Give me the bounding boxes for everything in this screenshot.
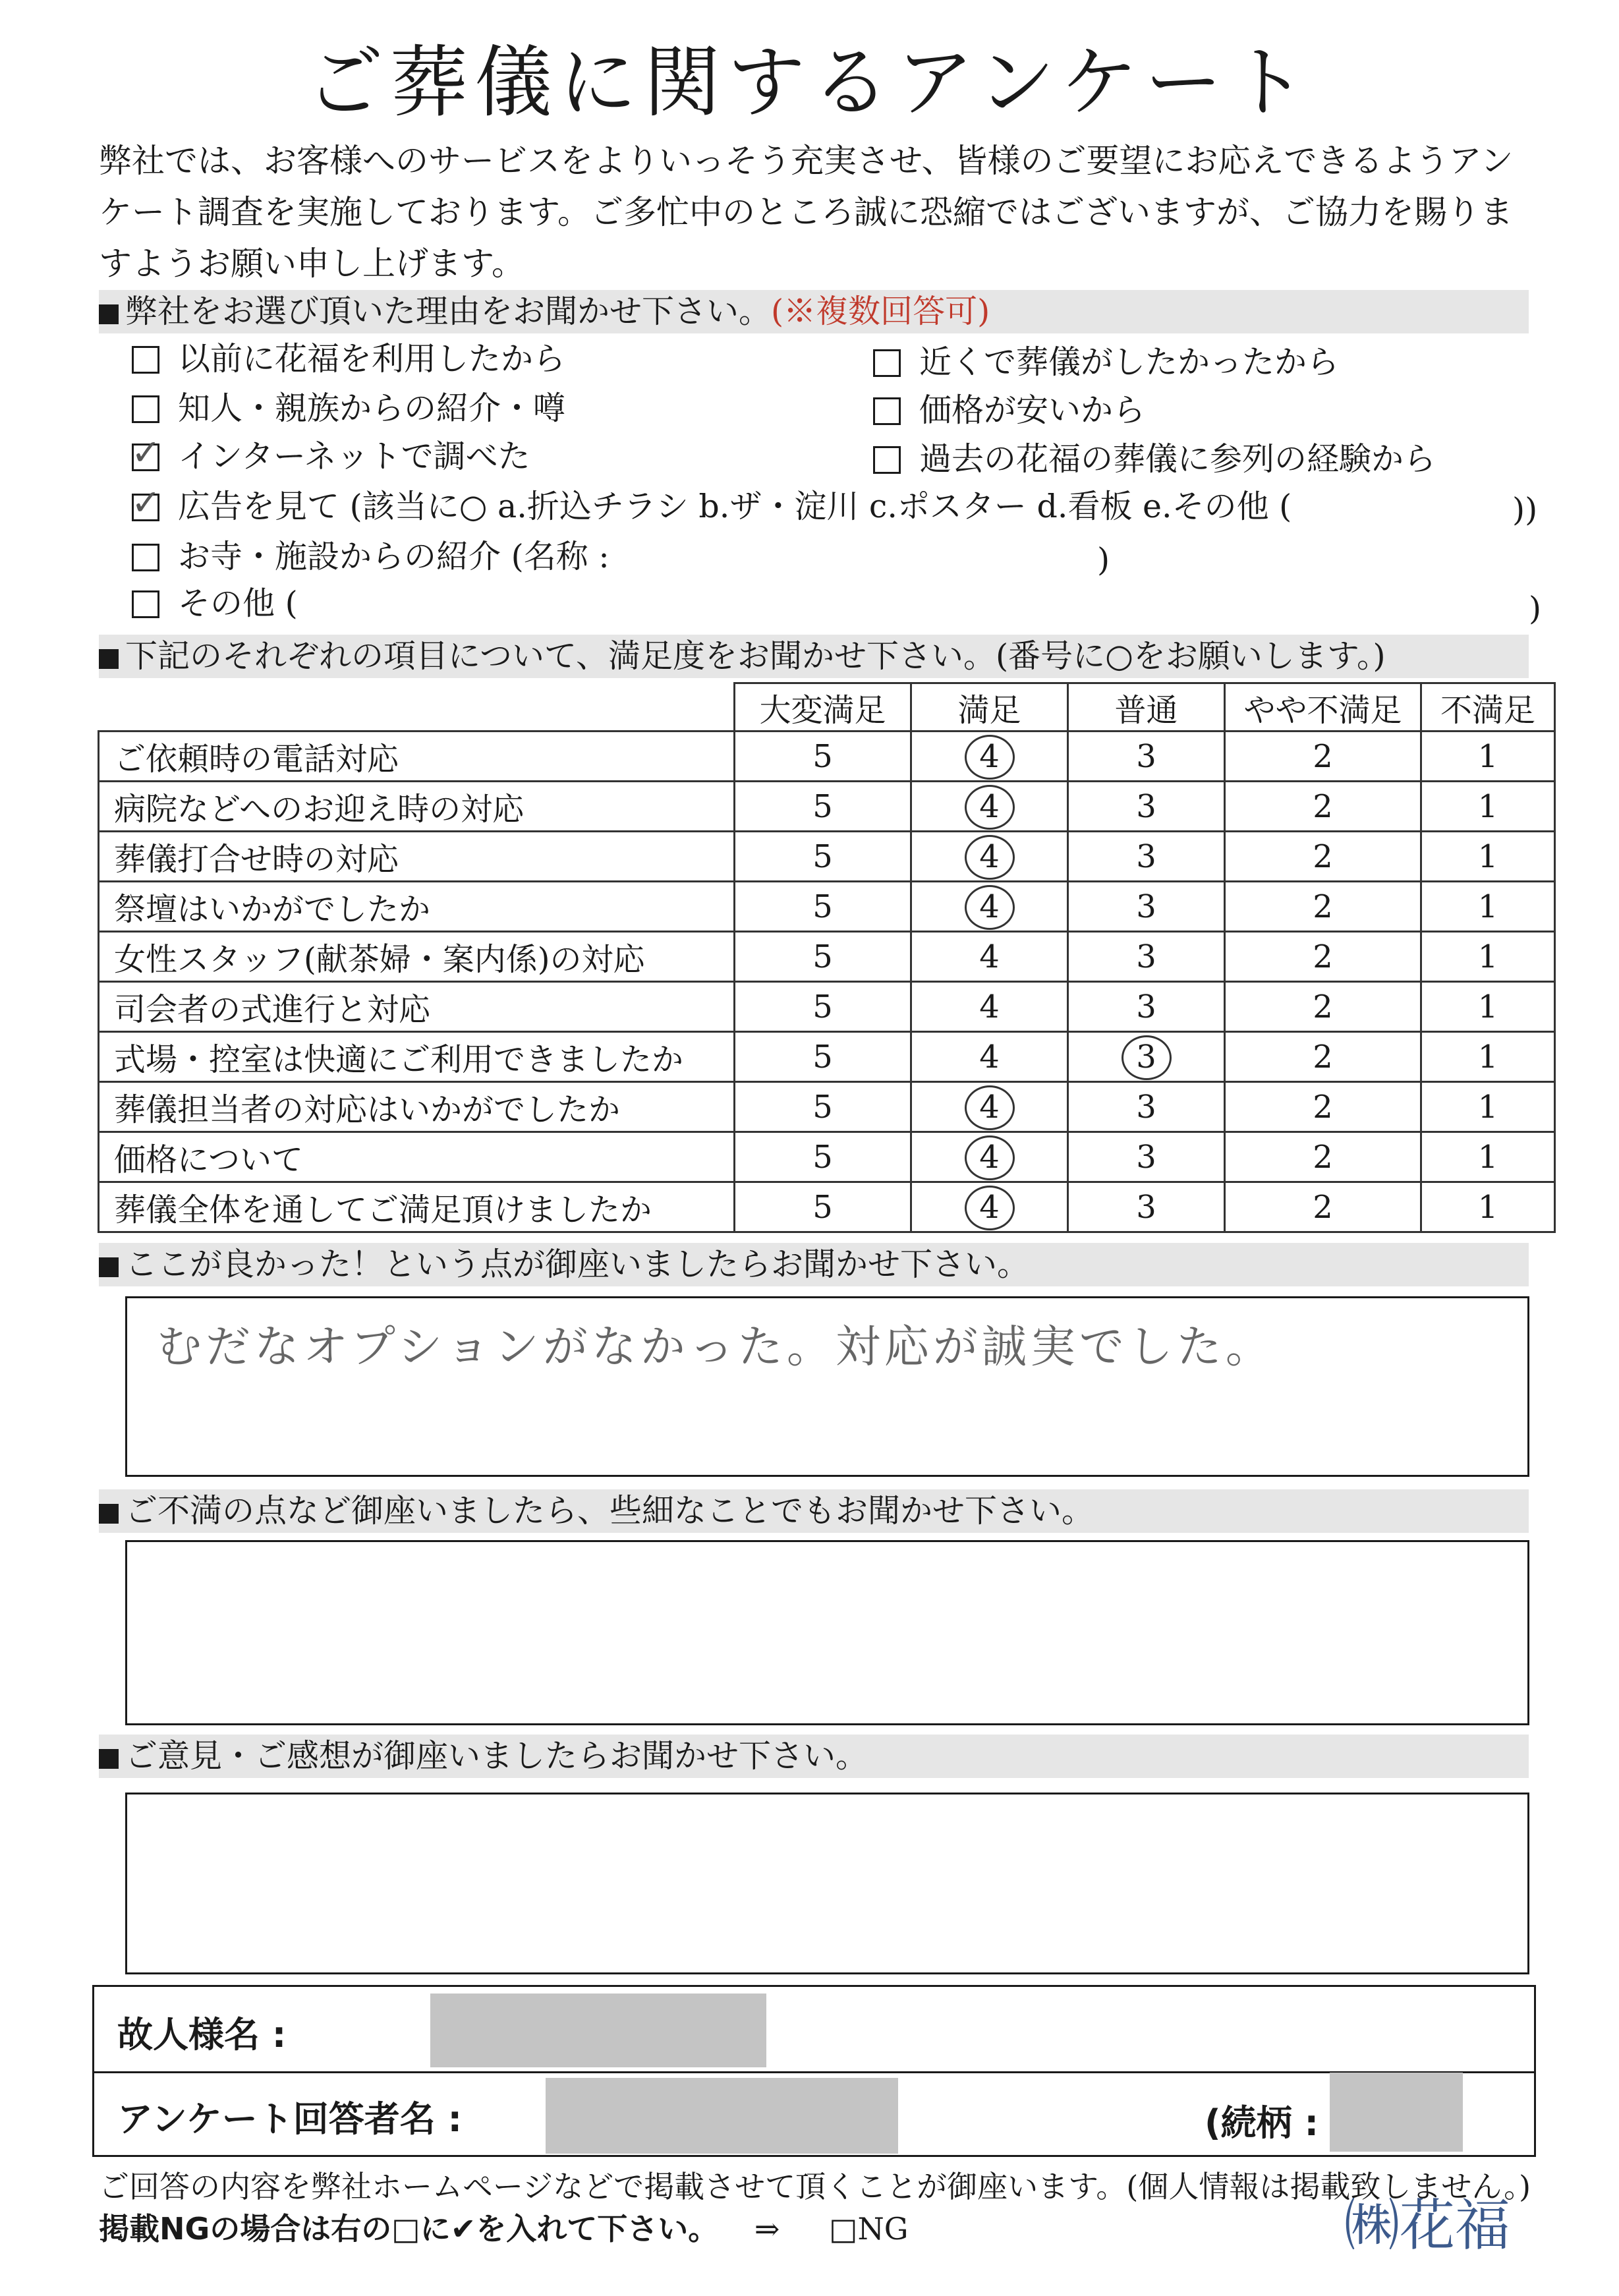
checked-checkbox-icon[interactable]: [132, 444, 159, 471]
rating-option: 5: [812, 1138, 833, 1176]
rating-cell[interactable]: [1421, 882, 1555, 932]
rating-cell[interactable]: [735, 982, 911, 1032]
table-row: [99, 1182, 1555, 1232]
reason-option-internet[interactable]: ✓インターネットで調べた: [132, 436, 530, 477]
rating-option: 3: [1136, 938, 1156, 975]
rating-cell[interactable]: [911, 932, 1068, 982]
rating-cell[interactable]: [1225, 1182, 1421, 1232]
reason-option-price[interactable]: 価格が安いから: [873, 390, 1145, 431]
rating-cell[interactable]: [1225, 932, 1421, 982]
section-satisfaction-heading: 下記のそれぞれの項目について、満足度をお聞かせ下さい。(番号に○をお願いします。): [99, 635, 1529, 678]
rating-cell[interactable]: [911, 732, 1068, 782]
rating-option: 3: [1136, 988, 1156, 1025]
selected-rating: 4: [965, 785, 1015, 830]
rating-cell[interactable]: [911, 832, 1068, 882]
checkbox-icon[interactable]: [132, 544, 159, 571]
rating-cell[interactable]: [1225, 982, 1421, 1032]
rating-cell[interactable]: [735, 732, 911, 782]
table-row: [99, 1082, 1555, 1132]
rating-cell[interactable]: [1068, 932, 1225, 982]
reason-option-advertisement[interactable]: ✓広告を見て (該当に○ a.折込チラシ b.ザ・淀川 c.ポスター d.看板 e.その他 (: [132, 486, 1292, 527]
rating-option: 5: [812, 938, 833, 975]
selected-rating: 4: [965, 1186, 1015, 1230]
reason-option-previous-use[interactable]: 以前に花福を利用したから: [132, 339, 565, 380]
rating-cell[interactable]: [1421, 1032, 1555, 1082]
square-bullet-icon: [99, 649, 119, 669]
rating-cell[interactable]: [1068, 882, 1225, 932]
rating-option: 1: [1477, 737, 1498, 775]
page-title: ご葬儀に関するアンケート: [306, 37, 1313, 128]
table-row: [99, 1132, 1555, 1182]
reason-option-nearby[interactable]: 近くで葬儀がしたかったから: [873, 342, 1339, 383]
rating-option: 1: [1477, 1188, 1498, 1226]
rating-cell[interactable]: [1225, 732, 1421, 782]
reason-option-referral[interactable]: 知人・親族からの紹介・噂: [132, 388, 565, 429]
rating-option: 5: [812, 1088, 833, 1126]
section-reasons-heading: 弊社をお選び頂いた理由をお聞かせ下さい。(※複数回答可): [99, 290, 1529, 333]
column-header: 満足: [911, 683, 1068, 732]
rating-option: 5: [812, 1038, 833, 1076]
rating-option: 5: [812, 988, 833, 1025]
deceased-name-label: 故人様名 :: [117, 2014, 287, 2055]
other-option-close: ): [1529, 590, 1542, 627]
rating-cell[interactable]: [1068, 782, 1225, 832]
rating-option: 1: [1477, 788, 1498, 825]
square-bullet-icon: [99, 1504, 119, 1524]
rating-cell[interactable]: [735, 1182, 911, 1232]
table-row: [99, 832, 1555, 882]
section-complaints-heading: ご不満の点など御座いましたら、些細なことでもお聞かせ下さい。: [99, 1489, 1529, 1533]
rating-cell[interactable]: [1421, 1082, 1555, 1132]
rating-cell[interactable]: [911, 1132, 1068, 1182]
rating-cell[interactable]: [911, 782, 1068, 832]
rating-option: 3: [1136, 1138, 1156, 1176]
rating-option: 5: [812, 888, 833, 925]
checkbox-icon[interactable]: [132, 395, 159, 423]
square-bullet-icon: [99, 1257, 119, 1277]
rating-option: 3: [1136, 888, 1156, 925]
selected-rating: 4: [965, 885, 1015, 930]
ad-option-close: )): [1512, 491, 1538, 529]
rating-cell[interactable]: [1068, 1082, 1225, 1132]
rating-cell[interactable]: [1068, 832, 1225, 882]
rating-option: 5: [812, 737, 833, 775]
table-row: [99, 982, 1555, 1032]
rating-option: 1: [1477, 1138, 1498, 1176]
rating-cell[interactable]: [735, 1082, 911, 1132]
column-header: 大変満足: [735, 683, 911, 732]
question-label: 葬儀担当者の対応はいかがでしたか: [99, 1082, 735, 1132]
question-label: 葬儀全体を通してご満足頂けましたか: [99, 1182, 735, 1232]
rating-cell[interactable]: [911, 882, 1068, 932]
rating-option: 3: [1136, 788, 1156, 825]
selected-rating: 3: [1122, 1035, 1172, 1080]
rating-cell[interactable]: [1068, 1032, 1225, 1082]
rating-cell[interactable]: [735, 782, 911, 832]
reason-option-past-attendance[interactable]: 過去の花福の葬儀に参列の経験から: [873, 439, 1436, 480]
section-opinions-heading: ご意見・ご感想が御座いましたらお聞かせ下さい。: [99, 1735, 1529, 1778]
checkbox-icon[interactable]: [132, 590, 159, 618]
selected-rating: 4: [965, 1135, 1015, 1180]
question-label: 司会者の式進行と対応: [99, 982, 735, 1032]
rating-option: 5: [812, 838, 833, 875]
question-label: 病院などへのお迎え時の対応: [99, 782, 735, 832]
multiple-answers-note: (※複数回答可): [771, 293, 990, 330]
checkbox-icon[interactable]: [132, 346, 159, 374]
rating-cell[interactable]: [911, 1032, 1068, 1082]
deceased-name-row: [94, 1987, 1534, 2073]
handwritten-answer: むだなオプションがなかった。対応が誠実でした。: [157, 1321, 1274, 1373]
table-header-row: [99, 683, 1555, 732]
rating-option: 1: [1477, 838, 1498, 875]
ng-checkbox[interactable]: □NG: [829, 2211, 909, 2247]
rating-cell[interactable]: [911, 1182, 1068, 1232]
table-row: [99, 932, 1555, 982]
rating-cell[interactable]: [1421, 932, 1555, 982]
table-row: [99, 882, 1555, 932]
checked-checkbox-icon[interactable]: [132, 494, 159, 521]
company-logo: ㈱花福: [1344, 2193, 1511, 2258]
rating-option: 4: [979, 938, 1000, 975]
satisfaction-table: [98, 682, 1556, 1233]
table-row: [99, 732, 1555, 782]
rating-option: 2: [1313, 788, 1333, 825]
rating-cell[interactable]: [1225, 1082, 1421, 1132]
column-header: やや不満足: [1225, 683, 1421, 732]
rating-cell[interactable]: [911, 982, 1068, 1032]
rating-option: 2: [1313, 938, 1333, 975]
rating-option: 1: [1477, 888, 1498, 925]
rating-cell[interactable]: [735, 1132, 911, 1182]
rating-cell[interactable]: [1225, 832, 1421, 882]
question-label: 葬儀打合せ時の対応: [99, 832, 735, 882]
rating-option: 1: [1477, 938, 1498, 975]
reason-option-temple[interactable]: お寺・施設からの紹介 (名称 :: [132, 536, 610, 577]
rating-option: 5: [812, 788, 833, 825]
question-label: 価格について: [99, 1132, 735, 1182]
respondent-name-redacted[interactable]: [546, 2078, 898, 2154]
column-header: 不満足: [1421, 683, 1555, 732]
opinions-answer-box[interactable]: [125, 1793, 1529, 1974]
rating-cell[interactable]: [1225, 1132, 1421, 1182]
rating-option: 2: [1313, 1138, 1333, 1176]
rating-cell[interactable]: [1421, 782, 1555, 832]
rating-option: 2: [1313, 737, 1333, 775]
rating-cell[interactable]: [911, 1082, 1068, 1132]
reason-option-other[interactable]: その他 (: [132, 583, 298, 624]
rating-option: 4: [979, 988, 1000, 1025]
rating-cell[interactable]: [1068, 1182, 1225, 1232]
rating-cell[interactable]: [735, 1032, 911, 1082]
rating-option: 1: [1477, 1038, 1498, 1076]
respondent-name-label: アンケート回答者名 :: [117, 2098, 463, 2140]
rating-option: 2: [1313, 1188, 1333, 1226]
rating-cell[interactable]: [735, 882, 911, 932]
rating-option: 2: [1313, 1088, 1333, 1126]
rating-cell[interactable]: [1225, 1032, 1421, 1082]
rating-cell[interactable]: [735, 832, 911, 882]
rating-cell[interactable]: [1225, 882, 1421, 932]
question-label: 式場・控室は快適にご利用できましたか: [99, 1032, 735, 1082]
rating-option: 5: [812, 1188, 833, 1226]
checkbox-icon[interactable]: [873, 446, 901, 474]
rating-cell[interactable]: [735, 932, 911, 982]
rating-cell[interactable]: [1421, 982, 1555, 1032]
rating-option: 3: [1136, 1088, 1156, 1126]
rating-cell[interactable]: [1421, 832, 1555, 882]
rating-cell[interactable]: [1068, 732, 1225, 782]
checkbox-icon[interactable]: [873, 397, 901, 425]
respondent-info-box: [92, 1985, 1536, 2157]
rating-option: 2: [1313, 988, 1333, 1025]
selected-rating: 4: [965, 1085, 1015, 1130]
publication-notice: ご回答の内容を弊社ホームページなどで掲載させて頂くことが御座います。(個人情報は掲載致しません。): [99, 2169, 1531, 2204]
square-bullet-icon: [99, 1749, 119, 1769]
question-label: 女性スタッフ(献茶婦・案内係)の対応: [99, 932, 735, 982]
rating-cell[interactable]: [1068, 982, 1225, 1032]
rating-option: 2: [1313, 1038, 1333, 1076]
rating-cell[interactable]: [1068, 1132, 1225, 1182]
section-good-points-heading: ここが良かった！という点が御座いましたらお聞かせ下さい。: [99, 1243, 1529, 1286]
rating-cell[interactable]: [1421, 1182, 1555, 1232]
question-label: 祭壇はいかがでしたか: [99, 882, 735, 932]
selected-rating: 4: [965, 835, 1015, 880]
rating-option: 2: [1313, 838, 1333, 875]
column-header: 普通: [1068, 683, 1225, 732]
rating-cell[interactable]: [1421, 1132, 1555, 1182]
checkbox-icon[interactable]: [873, 349, 901, 377]
rating-cell[interactable]: [1421, 732, 1555, 782]
rating-option: 3: [1136, 838, 1156, 875]
rating-option: 3: [1136, 737, 1156, 775]
relation-label: (続柄 :: [1205, 2102, 1319, 2144]
ng-instruction: 掲載NGの場合は右の□に✔を入れて下さい。 ⇒ □NG: [99, 2211, 909, 2247]
rating-option: 1: [1477, 1088, 1498, 1126]
good-points-answer-box[interactable]: [125, 1296, 1529, 1477]
arrow-icon: ⇒: [754, 2211, 780, 2247]
deceased-name-redacted[interactable]: [430, 1994, 766, 2067]
rating-cell[interactable]: [1225, 782, 1421, 832]
intro-paragraph: 弊社では、お客様へのサービスをよりいっそう充実させ、皆様のご要望にお応えできるようアンケート調査を実施しております。ご多忙中のところ誠に恐縮ではございますが、ご協力を賜りますようお願い申し上げます。: [99, 142, 1514, 283]
relation-redacted[interactable]: [1330, 2073, 1463, 2152]
rating-option: 3: [1136, 1188, 1156, 1226]
complaints-answer-box[interactable]: [125, 1540, 1529, 1725]
rating-option: 2: [1313, 888, 1333, 925]
rating-option: 4: [979, 1038, 1000, 1076]
table-row: [99, 1032, 1555, 1082]
temple-option-close: ): [1097, 541, 1110, 579]
question-label: ご依頼時の電話対応: [99, 732, 735, 782]
rating-option: 1: [1477, 988, 1498, 1025]
square-bullet-icon: [99, 304, 119, 324]
selected-rating: 4: [965, 735, 1015, 780]
table-row: [99, 782, 1555, 832]
